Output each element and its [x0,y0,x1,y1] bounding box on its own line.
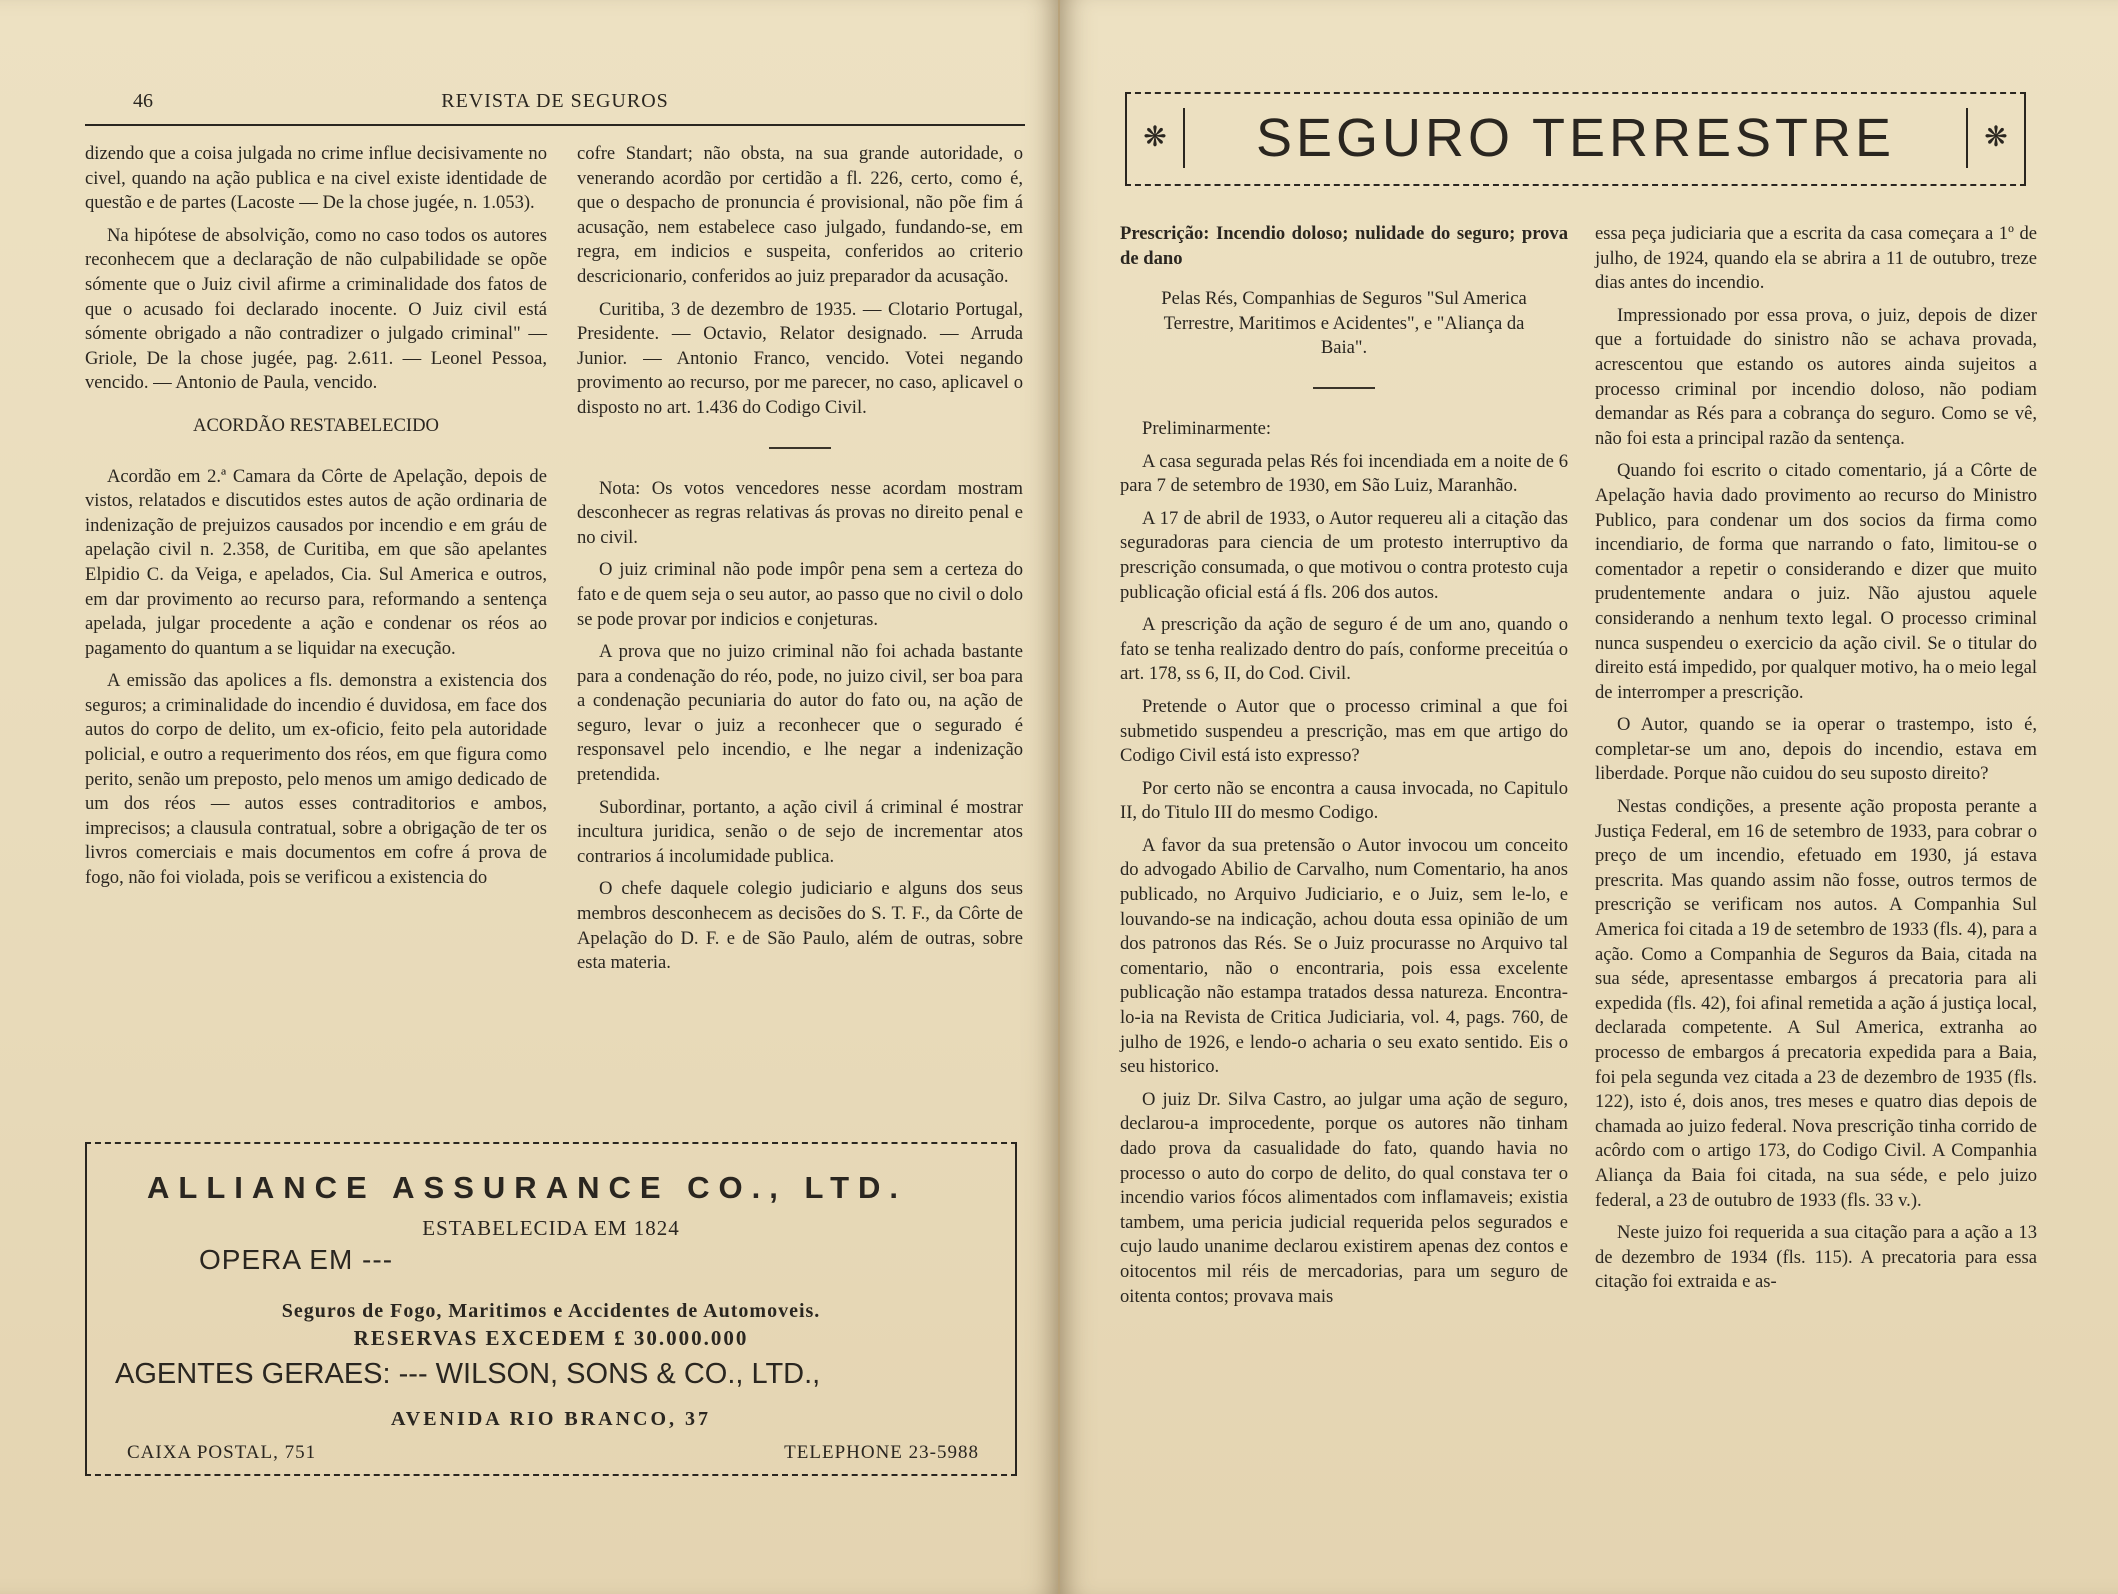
paragraph: cofre Standart; não obsta, na sua grande autoridade, o venerando acordão por certidão a fl. 226, certo, como é, que o despacho de pronuncia é provisional, não põe fim á acusação, nem estabelece caso julgado, fundando-se, em regra, em indicios e suspeita, conferidos ao criterio descricionario, conferidos ao juiz preparador da acusação. [577,143,1023,287]
paragraph: Pretende o Autor que o processo criminal a que foi submetido suspendeu a prescrição, mas em que artigo do Codigo Civil está isto expresso? [1120,695,1568,767]
running-header [85,88,1025,126]
paragraph: Neste juizo foi requerida a sua citação para a ação a 13 de dezembro de 1934 (fls. 115). A precatoria para essa citação foi extraida e as- [1595,1222,2037,1293]
paragraph: A emissão das apolices a fls. demonstra a existencia dos seguros; a criminalidade do incendio é duvidosa, em face dos autos do corpo de delito, um ex-oficio, feito pela autoridade policial, e outro a requerimento dos réos, em que figura como perito, senão um preposto, pelo menos um amigo dedicado de um dos réos — autos esses contraditorios e ambos, imprecisos; a clausula contratual, sobre a obrigação de ter os livros comerciais e mais documentos em cofre á prova de fogo, não foi violada, pois se verificou a existencia do [85,670,547,889]
ad-opera: OPERA EM --- [199,1244,394,1275]
ad-address: AVENIDA RIO BRANCO, 37 [390,1408,712,1430]
ad-lines: Seguros de Fogo, Maritimos e Accidentes de Automoveis. [281,1300,821,1322]
paragraph: Acordão em 2.ª Camara da Côrte de Apelação, depois de vistos, relatados e discutidos estes autos de ação ordinaria de indenização de prejuizos causados por incendio e em gráu de apelação civil n. 2.358, de Curitiba, em que são apelantes Elpidio C. da Veiga, e apelados, Cia. Sul America e outros, em dar provimento ao recurso para, reformando a sentença apelada, julgar procedente a ação e condenar os réos ao pagamento do quantum a se liquidar na execução. [85,465,547,659]
ornament-icon: ❋ [1966,108,2024,168]
paragraph: dizendo que a coisa julgada no crime influe decisivamente no civel, quando na ação publica e na civel existe identidade de questão e de partes (Lacoste — De la chose jugée, n. 1.053). [85,143,547,214]
page-number: 46 [133,90,153,112]
section-title: SEGURO TERRESTRE [1255,108,1896,168]
parties: Pelas Rés, Companhias de Seguros "Sul America Terrestre, Maritimos e Acidentes", e "Aliança da Baia". [1161,288,1527,359]
article-heading: Prescrição: Incendio doloso; nulidade do seguro; prova de dano [1120,223,1568,269]
preliminary-label: Preliminarmente: [1142,417,1272,439]
running-title: REVISTA DE SEGUROS [441,90,669,112]
left-column-1 [85,142,547,899]
left-column-2 [577,142,1023,984]
left-page [0,0,1058,1594]
paragraph: A 17 de abril de 1933, o Autor requereu ali a citação das seguradoras para ciencia de um protesto interruptivo da prescrição consumada, o que motivou o contra protesto cuja publicação oficial está á fls. 206 dos autos. [1120,507,1568,603]
ad-established: ESTABELECIDA EM 1824 [422,1216,680,1240]
paragraph: O juiz Dr. Silva Castro, ao julgar uma ação de seguro, declarou-a improcedente, porque os autores não tinham dado prova da casualidade do fato, quando havia no processo o auto do corpo de delito, do qual constava ter o incendio varios fócos alimentados com inflamaveis; existia tambem, uma pericia judicial requerida pelos segurados e cujo laudo unanime declarou existirem apenas dez contos e oitocentos mil réis de mercadorias, para um seguro de oitenta contos; provava mais [1120,1088,1568,1307]
ad-company-name: ALLIANCE ASSURANCE CO., LTD. [147,1170,908,1205]
section-divider [769,447,831,449]
paragraph: Nota: Os votos vencedores nesse acordam mostram desconhecer as regras relativas ás provas no direito penal e no civil. [577,477,1023,548]
paragraph: Por certo não se encontra a causa invocada, no Capitulo II, do Titulo III do mesmo Codigo. [1120,777,1568,824]
right-column-1 [1120,222,1568,1317]
ad-reserves: RESERVAS EXCEDEM £ 30.000.000 [353,1326,749,1350]
paragraph: A casa segurada pelas Rés foi incendiada em a noite de 6 para 7 de setembro de 1930, em São Luiz, Maranhão. [1120,450,1568,497]
ad-caixa-postal: CAIXA POSTAL, 751 [127,1442,317,1463]
paragraph: Impressionado por essa prova, o juiz, depois de dizer que a fortuidade do sinistro não se achava provada, acrescentou que estando os autores ainda sujeitos a processo criminal por incendio doloso, não podiam demandar as Rés para a cobrança do seguro. Como se vê, não foi esta a principal razão da sentença. [1595,304,2037,449]
ornament-icon: ❋ [1127,108,1185,168]
paragraph: O juiz criminal não pode impôr pena sem a certeza do fato e de quem seja o seu autor, ao passo que no civil o dolo se pode provar por indicios e conjeturas. [577,559,1023,630]
paragraph: Subordinar, portanto, a ação civil á criminal é mostrar incultura juridica, senão o de sejo de incrementar atos contrarios á incolumidade publica. [577,796,1023,867]
paragraph: Na hipótese de absolvição, como no caso todos os autores reconhecem que a declaração de não culpabilidade se opõe sómente que o Juiz civil afirme a criminalidade dos fatos de que o acusado foi declarado inocente. O Juiz civil está sómente obrigado a não contradizer o julgado criminal" — Griole, De la chose jugée, pag. 2.611. — Leonel Pessoa, vencido. — Antonio de Paula, vencido. [85,224,547,394]
paragraph: A prescrição da ação de seguro é de um ano, quando o fato se tenha realizado dentro do país, conforme preceitúa o art. 178, ss 6, II, do Cod. Civil. [1120,614,1568,685]
ad-agents: AGENTES GERAES: --- WILSON, SONS & CO., LTD., [115,1358,821,1390]
paragraph: Nestas condições, a presente ação proposta perante a Justiça Federal, em 16 de setembro de 1933, para cobrar o preço de um incendio, efetuado em 1930, já estava prescrita. Mas quando assim não fosse, outros termos de prescrição se verificam nos autos. A Companhia Sul America foi citada a 19 de setembro de 1933 (fls. 4), para a ação. Como a Companhia de Seguros da Baia, citada na sua séde, apresentasse embargos á precatoria para ali expedida (fls. 42), foi afinal remetida a ação á justiça local, declarada competente. A Sul America, extranha ao processo de embargos á precatoria expedida para a Baia, foi pela segunda vez citada a 23 de dezembro de 1935 (fls. 122), isto é, dois anos, tres meses e quatro dias depois de chamada ao juizo federal. Nova prescrição tinha corrido de acôrdo com o artigo 173, do Codigo Civil. A Companhia Aliança da Baia foi citada, na sua séde, e pelo juizo federal, a 23 de outubro de 1933 (fls. 33 v.). [1595,796,2037,1211]
paragraph: A prova que no juizo criminal não foi achada bastante para a condenação do réo, pode, no juizo civil, ser boa para a condenação pecuniaria do autor do fato ou, na ação de seguro, levar o juiz a reconhecer que o segurado é responsavel pelo incendio, e lhe negar a indenização pretendida. [577,641,1023,786]
paragraph: A favor da sua pretensão o Autor invocou um conceito do advogado Abilio de Carvalho, num Comentario, ha anos publicado, no Arquivo Judiciario, e o Juiz, sem le-lo, e louvando-se na indicação, achou douta essa opinião de um dos patronos das Rés. Se o Juiz procurasse no Arquivo tal comentario, não o encontraria, pois essa excelente publicação não estampa tratados dessa natureza. Encontra-lo-ia na Revista de Critica Judiciaria, vol. 4, pags. 760, de julho de 1926, e lendo-o acharia o seu exato sentido. Eis o seu historico. [1120,834,1568,1078]
paragraph: O Autor, quando se ia operar o trastempo, isto é, completar-se um ano, depois do incendio, estava em liberdade. Porque não cuidou do seu suposto direito? [1595,714,2037,785]
paragraph: O chefe daquele colegio judiciario e alguns dos seus membros desconhecem as decisões do S. T. F., da Côrte de Apelação do D. F. e de São Paulo, além de outras, sobre esta materia. [577,878,1023,974]
section-subheading: ACORDÃO RESTABELECIDO [193,414,439,436]
right-column-2 [1595,222,2037,1303]
paragraph: Curitiba, 3 de dezembro de 1935. — Clotario Portugal, Presidente. — Octavio, Relator designado. — Arruda Junior. — Antonio Franco, vencido. Votei negando provimento ao recurso, por me parecer, no caso, aplicavel o disposto no art. 1.436 do Codigo Civil. [577,298,1023,418]
ad-telephone: TELEPHONE 23-5988 [784,1442,979,1463]
section-banner [1125,92,2026,186]
advertisement-box [85,1142,1017,1476]
paragraph: Quando foi escrito o citado comentario, já a Côrte de Apelação havia dado provimento ao recurso do Ministro Publico, para condenar um dos socios da firma como incendiario, de forma que narrando o fato, limitou-se o comentador a repetir o considerando e dizer que muito prudentemente andara o juiz. Não ajustou aquele considerando a nenhum texto legal. O processo criminal nunca suspendeu o exercicio da ação civil. Se o titular do direito está impedido, por qualquer motivo, ha o meio legal de interromper a prescrição. [1595,460,2037,703]
paragraph: essa peça judiciaria que a escrita da casa começara a 1º de julho, de 1924, quando ela se abrira a 11 de outubro, treze dias antes do incendio. [1595,223,2037,294]
section-divider [1313,387,1375,389]
